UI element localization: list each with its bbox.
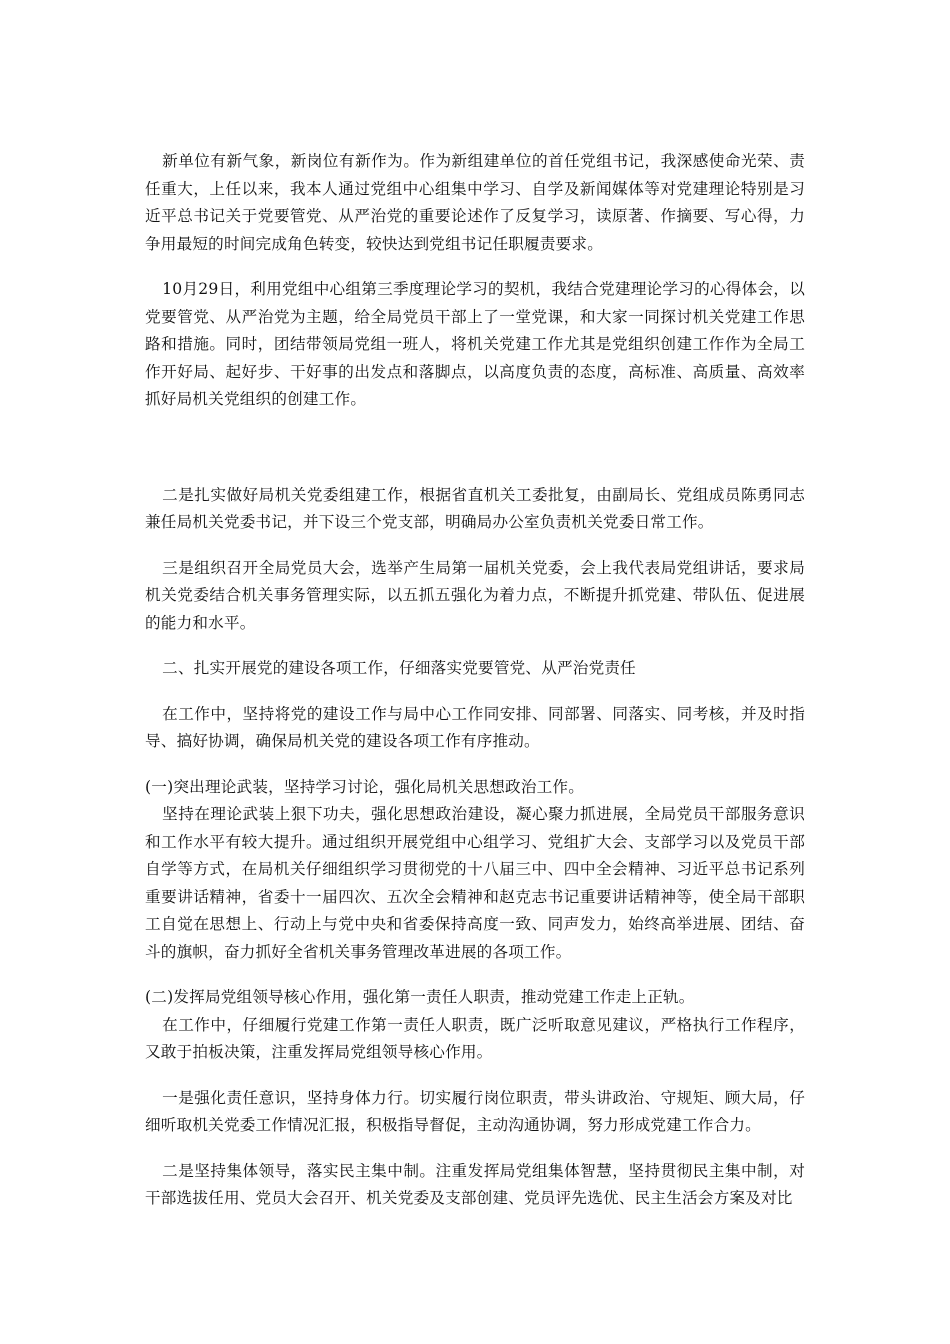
paragraph-spacer bbox=[145, 1067, 805, 1085]
paragraph-first-responsible: 在工作中，仔细履行党建工作第一责任人职责，既广泛听取意见建议，严格执行工作程序，又敢于拍板决策，注重发挥局党组领导核心作用。 bbox=[145, 1015, 805, 1061]
paragraph-oct-29: 10月29日，利用党组中心组第三季度理论学习的契机，我结合党建理论学习的心得体会，以党要管党、从严治党为主题，给全局党员干部上了一堂党课，和大家一同探讨机关党建工作思路和措施。同时，团结带领局党组一班人，将机关党建工作尤其是党组织创建工作作为全局工作开好局、起好步、干好事的出发点和落脚点，以高度负责的态度，高标准、高质量、高效率抓好局机关党组织的创建工作。 bbox=[145, 280, 805, 408]
paragraph-spacer bbox=[145, 258, 805, 276]
document-body bbox=[145, 148, 805, 1213]
paragraph-collective-leadership: 二是坚持集体领导，落实民主集中制。注重发挥局党组集体智慧，坚持贯彻民主集中制，对干部选拔任用、党员大会召开、机关党委及支部创建、党员评先选优、民主生活会方案及对比 bbox=[145, 1161, 805, 1207]
paragraph-responsibility-awareness: 一是强化责任意识，坚持身体力行。切实履行岗位职责，带头讲政治、守规矩、顾大局，仔细听取机关党委工作情况汇报，积极指导督促，主动沟通协调，努力形成党建工作合力。 bbox=[145, 1088, 805, 1134]
section-spacer bbox=[145, 414, 805, 482]
paragraph-second-point: 二是扎实做好局机关党委组建工作，根据省直机关工委批复，由副局长、党组成员陈勇同志兼任局机关党委书记，并下设三个党支部，明确局办公室负责机关党委日常工作。 bbox=[145, 485, 805, 531]
paragraph-spacer bbox=[145, 537, 805, 555]
paragraph-spacer bbox=[145, 1140, 805, 1158]
paragraph-spacer bbox=[145, 683, 805, 701]
paragraph-work-arrangement: 在工作中，坚持将党的建设工作与局中心工作同安排、同部署、同落实、同考核，并及时指导、搞好协调，确保局机关党的建设各项工作有序推动。 bbox=[145, 704, 805, 750]
paragraph-third-point: 三是组织召开全局党员大会，选举产生局第一届机关党委，会上我代表局党组讲话，要求局机关党委结合机关事务管理实际，以五抓五强化为着力点，不断提升抓党建、带队伍、促进展的能力和水平。 bbox=[145, 558, 805, 632]
paragraph-spacer bbox=[145, 637, 805, 655]
paragraph-spacer bbox=[145, 756, 805, 774]
paragraph-theory-study: 坚持在理论武装上狠下功夫，强化思想政治建设，凝心聚力抓进展，全局党员干部服务意识和工作水平有较大提升。通过组织开展党组中心组学习、党组扩大会、支部学习以及党员干部自学等方式，在局机关仔细组织学习贯彻党的十八届三中、四中全会精神、习近平总书记系列重要讲话精神，省委十一届四次、五次全会精神和赵克志书记重要讲话精神等，使全局干部职工自觉在思想上、行动上与党中央和省委保持高度一致、同声发力，始终高举进展、团结、奋斗的旗帜，奋力抓好全省机关事务管理改革进展的各项工作。 bbox=[145, 805, 805, 961]
subheading-one: (一)突出理论武装，坚持学习讨论，强化局机关思想政治工作。 bbox=[145, 777, 584, 796]
paragraph-new-unit: 新单位有新气象，新岗位有新作为。作为新组建单位的首任党组书记，我深感使命光荣、责任重大，上任以来，我本人通过党组中心组集中学习、自学及新闻媒体等对党建理论特别是习近平总书记关于党要管党、从严治党的重要论述作了反复学习，读原著、作摘要、写心得，力争用最短的时间完成角色转变，较快达到党组书记任职履责要求。 bbox=[145, 152, 805, 253]
paragraph-spacer bbox=[145, 966, 805, 984]
section-heading-two: 二、扎实开展党的建设各项工作，仔细落实党要管党、从严治党责任 bbox=[162, 659, 636, 677]
subheading-two: (二)发挥局党组领导核心作用，强化第一责任人职责，推动党建工作走上正轨。 bbox=[145, 988, 695, 1006]
